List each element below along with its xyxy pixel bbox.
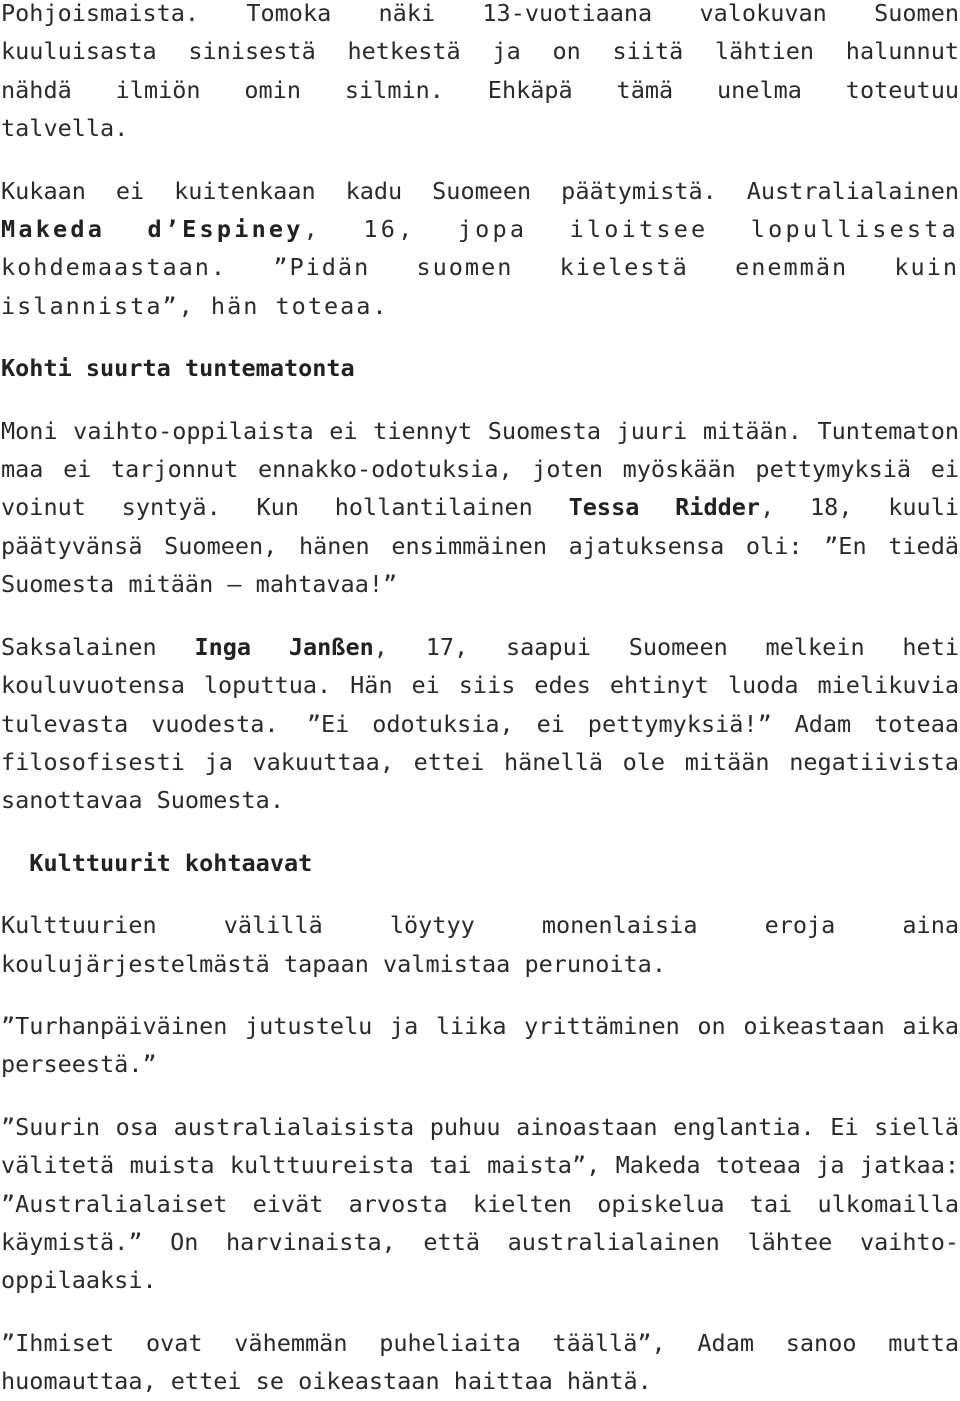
paragraph-smalltalk-quote: ”Turhanpäiväinen jutustelu ja liika yrittäminen on oikeastaan aika perseestä.” — [1, 1011, 959, 1079]
text: , 17, saapui Suomeen melkein heti kouluvuotensa loputtua. Hän ei siis edes ehtinyt luoda mielikuvia tulevasta vuodesta. ”Ei odotuksia, ei pettymyksiä!” Adam toteaa filosofisesti ja vakuuttaa, ettei hänellä ole mitään negatiivista sanottavaa Suomesta. — [1, 632, 960, 815]
line: talvella. — [1, 114, 129, 143]
text: , 18, kuuli päätyvänsä Suomeen, hänen ensimmäinen ajatuksensa oli: ”En tiedä Suomesta mitään – mahtavaa!” — [1, 493, 960, 599]
paragraph-australia: ”Suurin osa australialaisista puhuu ainoastaan englantia. Ei siellä välitetä muista kulttuureista tai maista”, Makeda toteaa ja jatkaa: ”Australialaiset eivät arvosta kielten opiskelua tai ulkomailla käymistä.” On harvinaista, että australialainen lähtee vaihto-oppilaaksi. — [1, 1112, 959, 1295]
line: nähdä ilmiön omin silmin. Ehkäpä tämä unelma toteutuu — [1, 75, 959, 104]
person-name-inga: Inga Janßen — [194, 632, 374, 661]
paragraph-differences: Kulttuurien välillä löytyy monenlaisia eroja aina koulujärjestelmästä tapaan valmistaa perunoita. — [1, 911, 959, 978]
person-name-tessa: Tessa Ridder — [568, 493, 761, 522]
paragraph-inga — [1, 628, 959, 820]
paragraph-makeda — [1, 172, 959, 326]
text: Saksalainen — [1, 632, 195, 661]
article-body — [1, 0, 959, 1401]
line: kuuluisasta sinisestä hetkestä ja on siitä lähtien halunnut — [1, 37, 959, 66]
line — [1, 210, 959, 248]
paragraph-intro-tail — [1, 0, 959, 148]
paragraph-adam: ”Ihmiset ovat vähemmän puheliaita täällä”, Adam sanoo mutta huomauttaa, ettei se oikeastaan haittaa häntä. — [1, 1328, 959, 1396]
line: Kukaan ei kuitenkaan kadu Suomeen päätymistä. Australialainen — [1, 176, 959, 205]
text: Moni vaihto-oppilaista ei tiennyt Suomesta juuri mitään. Tuntematon maa ei tarjonnut ennakko-odotuksia, joten myöskään pettymyksiä ei voinut syntyä. Kun hollantilainen — [1, 416, 959, 522]
section-heading-unknown: Kohti suurta tuntematonta — [1, 354, 355, 383]
line: islannista”, hän toteaa. — [1, 291, 389, 320]
section-heading-cultures: Kulttuurit kohtaavat — [1, 848, 313, 877]
paragraph-tessa — [1, 412, 959, 604]
text: , 16, jopa iloitsee lopullisesta — [303, 215, 959, 244]
person-name-makeda: Makeda d’Espiney — [1, 215, 304, 244]
line: Pohjoismaista. Tomoka näki 13-vuotiaana valokuvan Suomen — [1, 0, 959, 27]
line: kohdemaastaan. ”Pidän suomen kielestä enemmän kuin — [1, 253, 959, 282]
